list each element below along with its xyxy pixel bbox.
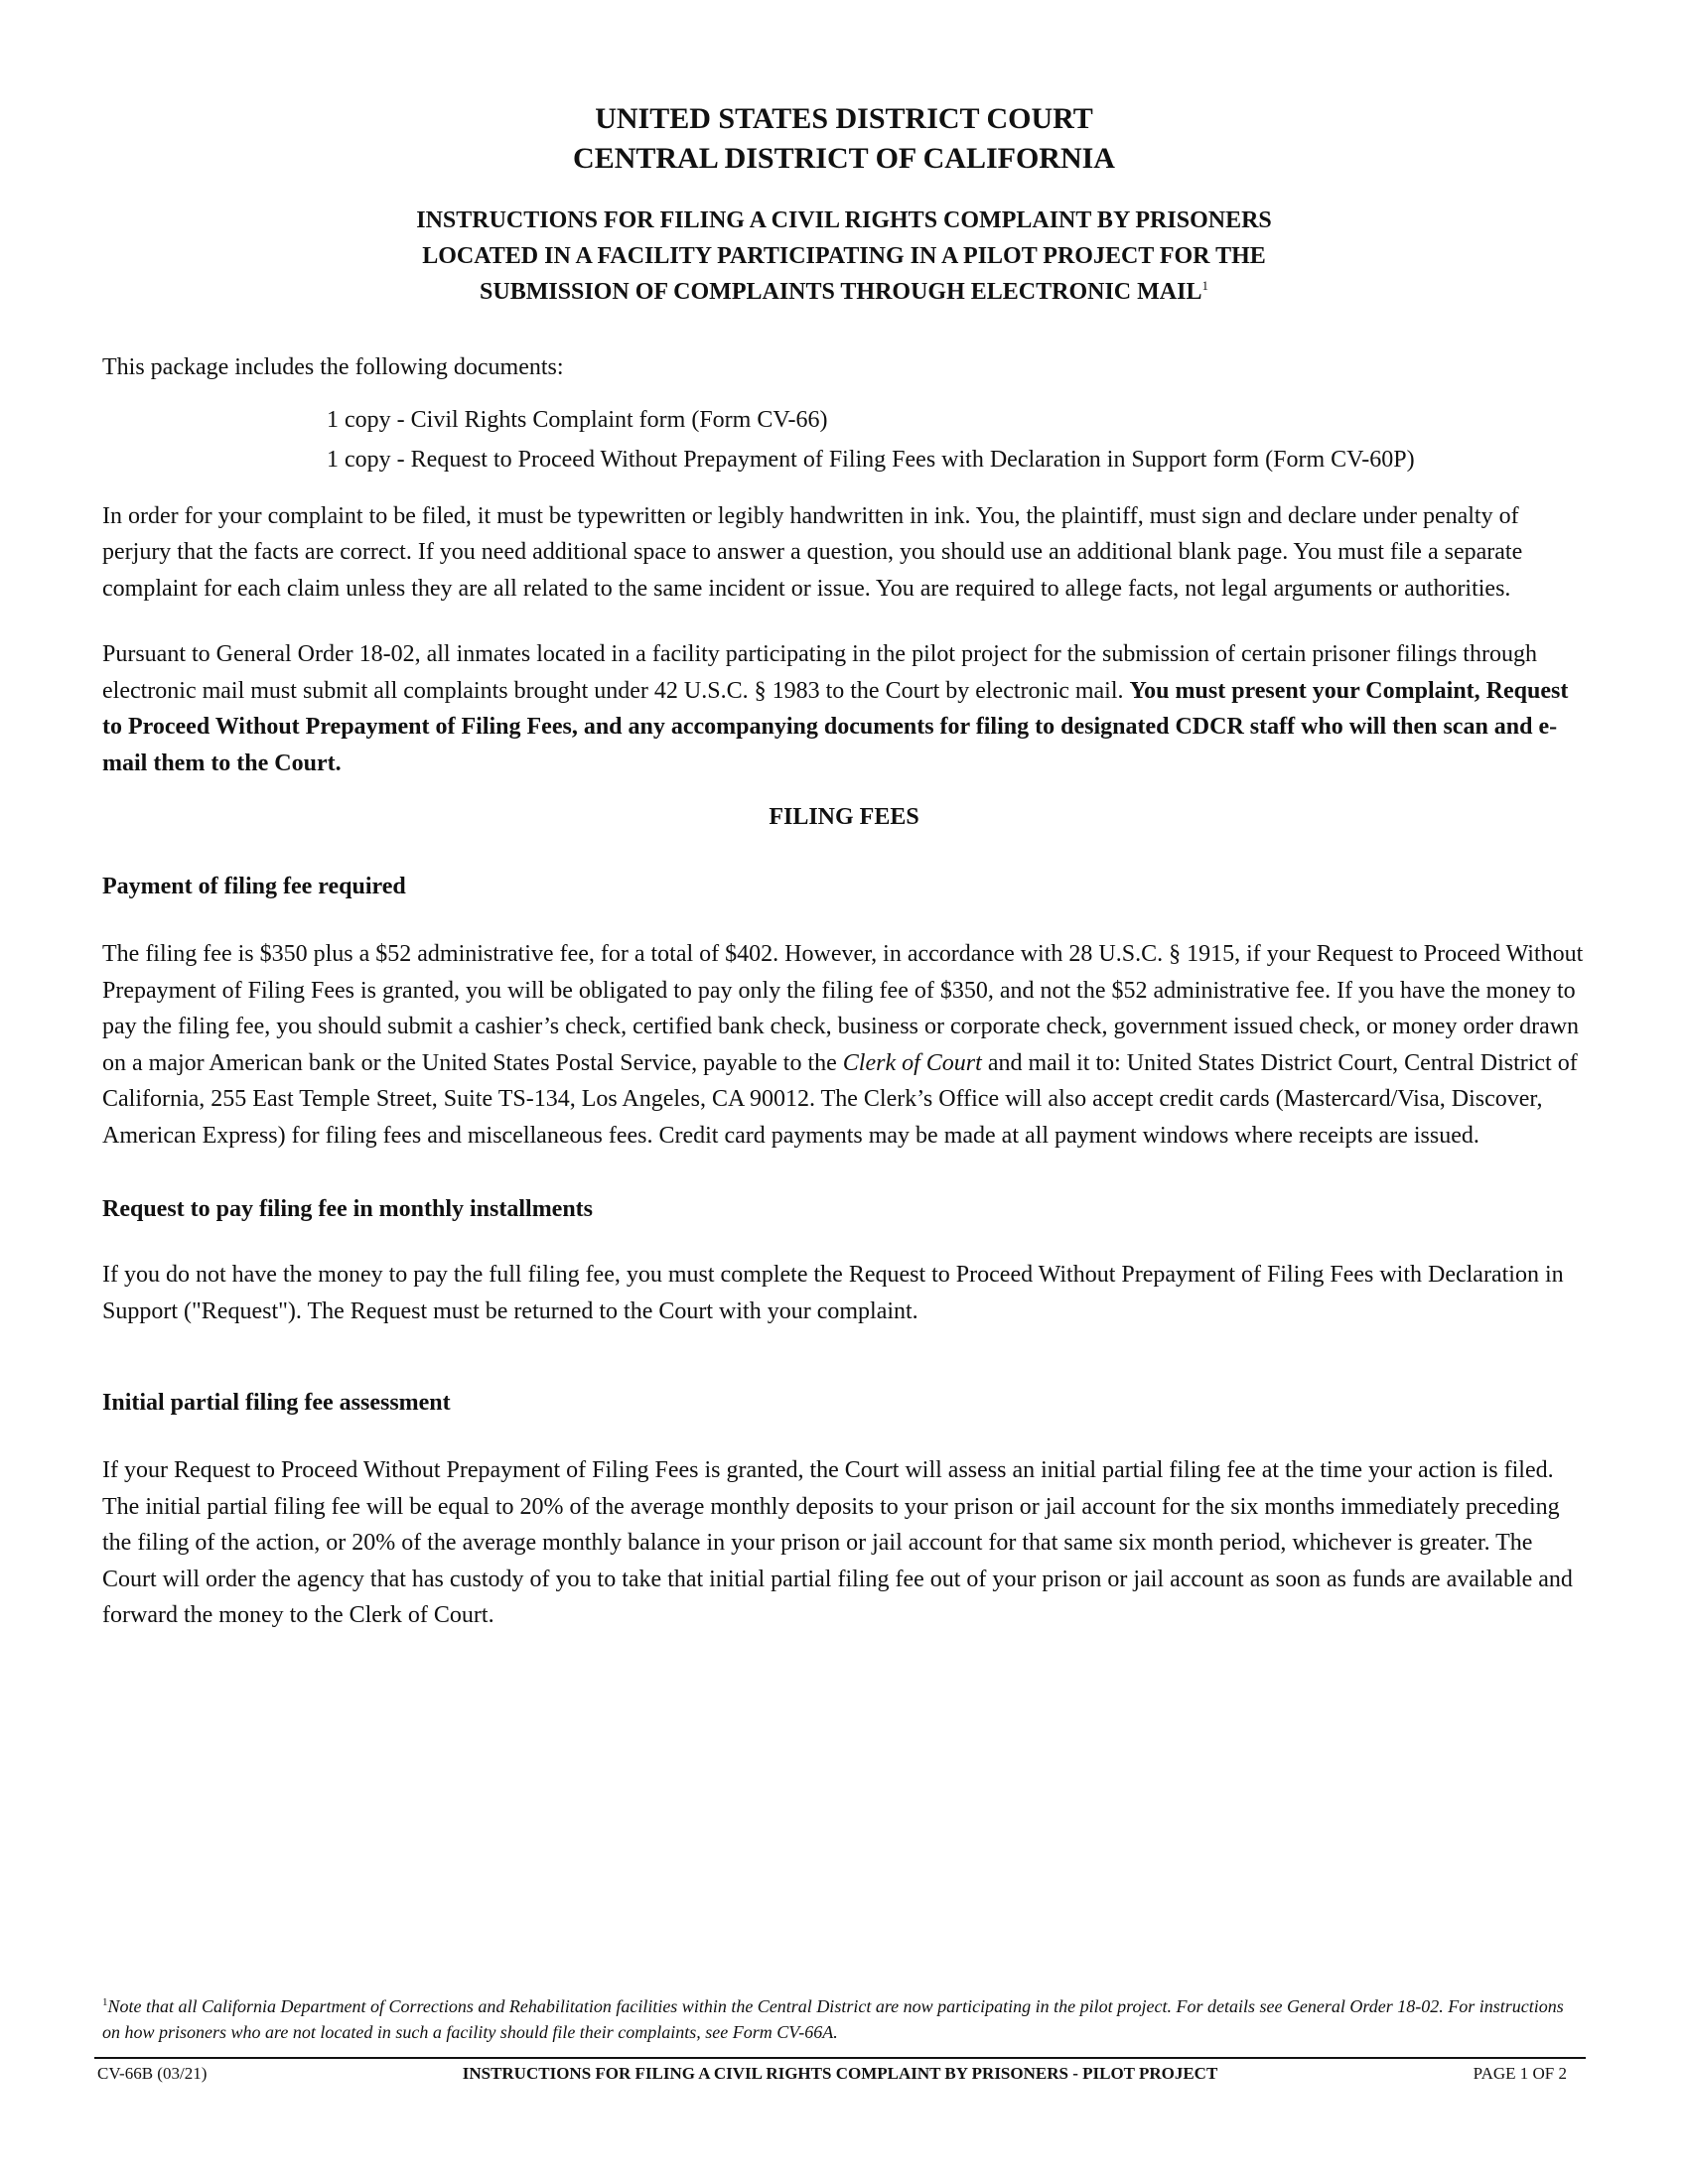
list-item-qty: 1 copy - xyxy=(327,447,411,473)
footnote-reference: 1 xyxy=(1201,278,1208,293)
package-intro: This package includes the following documents: xyxy=(102,354,564,380)
footnote xyxy=(102,1993,1586,2045)
payment-heading: Payment of filing fee required xyxy=(102,874,406,899)
list-item-qty: 1 copy - xyxy=(327,406,411,433)
payment-text-italic: Clerk of Court xyxy=(842,1049,982,1076)
instructions-title-line3 xyxy=(102,274,1586,310)
payment-text-after: and mail it to: United States District Court, Central District of California, 255 East Temple Street, Suite TS-134, Los Angeles, CA 90012. The Clerk’s Office will also accept credit cards (Mastercard/Visa, Discover, American Express) for filing fees and miscellaneous fees. Credit card payments may be made at all payment windows where receipts are issued. xyxy=(102,1049,1578,1149)
footer-form-id: CV-66B (03/21) xyxy=(97,2064,208,2083)
page-footer xyxy=(97,2063,1567,2085)
filing-requirements-paragraph: In order for your complaint to be filed, it must be typewritten or legibly handwritten in ink. You, the plaintiff, must sign and declare under penalty of perjury that the facts are correct. If you need additional space to answer a question, you should use an additional blank page. You must file a separate complaint for each claim unless they are all related to the same incident or issue. You are required to allege facts, not legal arguments or authorities. xyxy=(102,502,1523,602)
court-name-line1: UNITED STATES DISTRICT COURT xyxy=(595,102,1093,135)
court-name-line2: CENTRAL DISTRICT OF CALIFORNIA xyxy=(573,142,1115,175)
instructions-title xyxy=(102,203,1586,310)
initial-fee-heading: Initial partial filing fee assessment xyxy=(102,1390,451,1416)
general-order-bold-text: You must present your Complaint, Request to Proceed Without Prepayment of Filing Fees, and any accompanying documents for filing to designated CDCR staff who will then scan and e-mail them to the Court. xyxy=(102,677,1569,776)
document-page xyxy=(102,99,1586,1634)
payment-text-before: The filing fee is $350 plus a $52 administrative fee, for a total of $402. However, in accordance with 28 U.S.C. § 1915, if your Request to Proceed Without Prepayment of Filing Fees is granted, you will be obligated to pay only the filing fee of $350, and not the $52 administrative fee. If you have the money to pay the filing fee, you should submit a cashier’s check, certified bank check, business or corporate check, government issued check, or money order drawn on a major American bank or the United States Postal Service, payable to the xyxy=(102,941,1584,1076)
instructions-title-line1: INSTRUCTIONS FOR FILING A CIVIL RIGHTS COMPLAINT BY PRISONERS xyxy=(416,207,1272,233)
payment-paragraph xyxy=(102,936,1586,1154)
general-order-text: Pursuant to General Order 18-02, all inmates located in a facility participating in the pilot project for the submission of certain prisoner filings through electronic mail must submit all complaints brought under 42 U.S.C. § 1983 to the Court by electronic mail. xyxy=(102,641,1537,704)
list-item-desc: Request to Proceed Without Prepayment of Filing Fees with Declaration in Support form (Form CV-60P) xyxy=(410,447,1415,473)
footer-page-number: PAGE 1 OF 2 xyxy=(1473,2064,1567,2083)
court-title xyxy=(102,99,1586,179)
footer-divider xyxy=(94,2057,1586,2059)
document-list xyxy=(102,402,1586,478)
footer-title: INSTRUCTIONS FOR FILING A CIVIL RIGHTS COMPLAINT BY PRISONERS - PILOT PROJECT xyxy=(462,2064,1218,2083)
general-order-paragraph xyxy=(102,636,1586,781)
footnote-text: Note that all California Department of Corrections and Rehabilitation facilities within the Central District are now participating in the pilot project. For details see General Order 18-02. For instructions on how prisoners who are not located in such a facility should file their complaints, see Form CV-66A. xyxy=(102,1996,1564,2042)
installments-heading: Request to pay filing fee in monthly installments xyxy=(102,1196,594,1222)
list-item xyxy=(327,442,1586,478)
footnote-marker: 1 xyxy=(102,1996,108,2008)
instructions-title-line2: LOCATED IN A FACILITY PARTICIPATING IN A PILOT PROJECT FOR THE xyxy=(422,243,1266,269)
section-title-filing-fees: FILING FEES xyxy=(769,804,919,830)
instructions-title-line3-text: SUBMISSION OF COMPLAINTS THROUGH ELECTRONIC MAIL xyxy=(480,279,1202,305)
list-item xyxy=(327,402,1586,439)
installments-paragraph: If you do not have the money to pay the full filing fee, you must complete the Request to Proceed Without Prepayment of Filing Fees with Declaration in Support ("Request"). The Request must be returned to the Court with your complaint. xyxy=(102,1262,1564,1324)
list-item-desc: Civil Rights Complaint form (Form CV-66) xyxy=(410,406,828,433)
initial-fee-paragraph: If your Request to Proceed Without Prepayment of Filing Fees is granted, the Court will assess an initial partial filing fee at the time your action is filed. The initial partial filing fee will be equal to 20% of the average monthly deposits to your prison or jail account for the six months immediately preceding the filing of the action, or 20% of the average monthly balance in your prison or jail account for that same six month period, whichever is greater. The Court will order the agency that has custody of you to take that initial partial filing fee out of your prison or jail account as soon as funds are available and forward the money to the Clerk of Court. xyxy=(102,1457,1573,1628)
